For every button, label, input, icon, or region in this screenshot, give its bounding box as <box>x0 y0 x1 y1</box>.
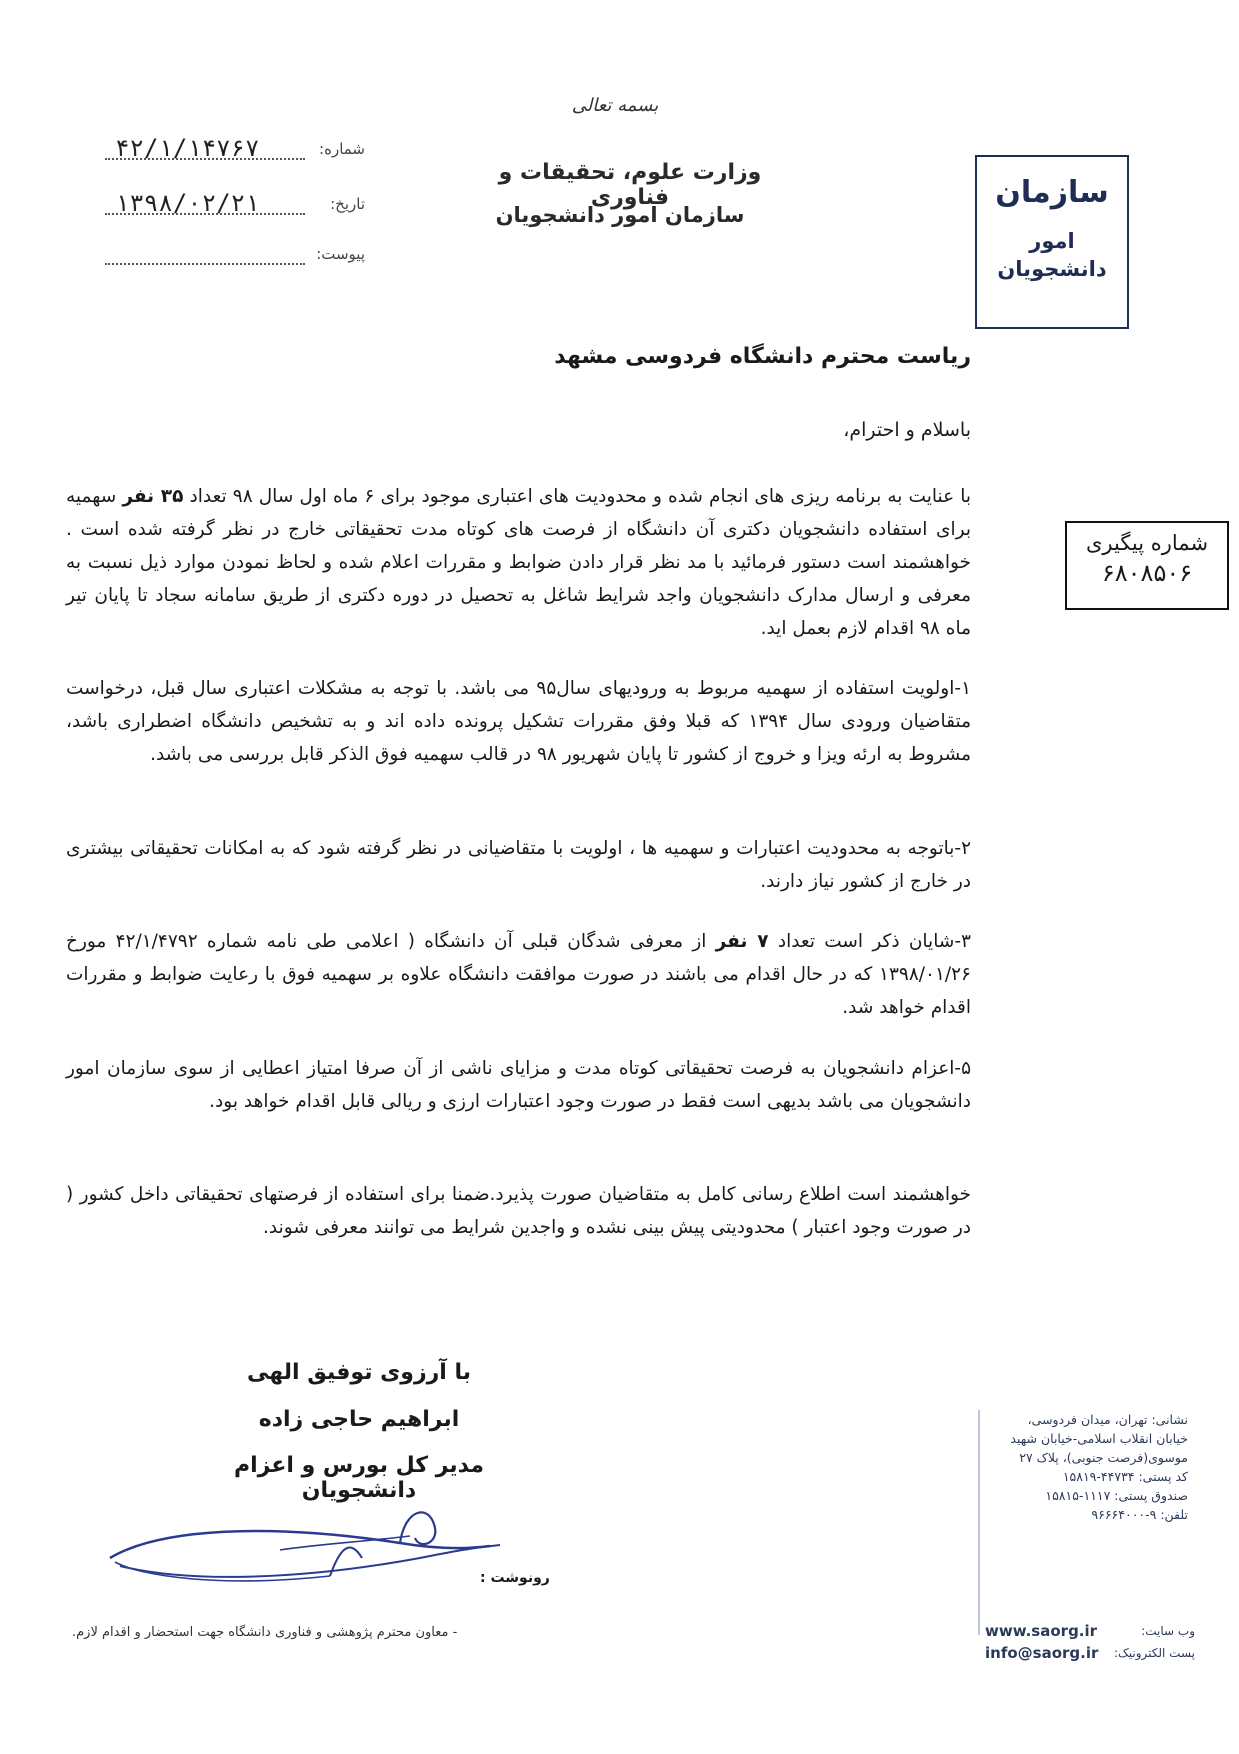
item-1-paragraph: ۱-اولویت استفاده از سهمیه مربوط به ورودیهای سال۹۵ می باشد. با توجه به مشکلات اعتباری سال قبل، درخواست متقاضیان ورودی سال ۱۳۹۴ که قبلا وفق مقررات تشکیل پرونده داده اند و به تشخیص دانشگاه اضطراری باشد، مشروط به ارئه ویزا و خروج از کشور تا پایان شهریور ۹۸ در قالب سهمیه فوق الذکر قابل بررسی می باشد. <box>66 678 971 765</box>
website-label: وب سایت: <box>1141 1624 1195 1638</box>
contact-web <box>985 1620 1195 1664</box>
cc-label: رونوشت : <box>480 1570 550 1586</box>
intro-text-start: با عنایت به برنامه ریزی های انجام شده و محدودیت های اعتباری موجود برای ۶ ماه اول سال ۹۸ تعداد <box>189 486 971 507</box>
intro-text-end: سهمیه برای استفاده دانشجویان دکتری آن دانشگاه از فرصت های کوتاه مدت تحقیقاتی خارج در نظر گرفته شده است . خواهشمند است دستور فرمائید با مد نظر قرار دادن ضوابط و مقررات اعلام شده و لحاظ نمودن موارد ذیل نسبت به معرفی و ارسال مدارک دانشجویان واجد شرایط شاغل به تحصیل در دوره دکتری از طریق سامانه سجاد تا پایان تیر ماه ۹۸ اقدام لازم بعمل اید. <box>66 486 971 639</box>
number-label: شماره: <box>319 140 365 158</box>
website-url[interactable]: www.saorg.ir <box>985 1622 1098 1640</box>
date-label: تاریخ: <box>330 195 365 213</box>
postal-code: کد پستی: ۴۴۷۳۴-۱۵۸۱۹ <box>1062 1469 1188 1484</box>
tracking-number-box <box>1065 521 1229 610</box>
tracking-number: ۶۸۰۸۵۰۶ <box>1101 559 1193 587</box>
signatory-name: ابراهیم حاجی زاده <box>258 1407 460 1432</box>
organization-name: سازمان امور دانشجویان <box>495 203 745 227</box>
greeting: باسلام و احترام، <box>843 419 971 441</box>
attachment-dotted-line <box>105 263 305 265</box>
handwritten-signature <box>100 1488 520 1608</box>
closing-wish: با آرزوی توفیق الهی <box>246 1360 472 1385</box>
intro-paragraph <box>66 480 971 645</box>
attachment-label: پیوست: <box>316 245 365 263</box>
attachment-row <box>105 245 365 275</box>
email-address[interactable]: info@saorg.ir <box>985 1644 1099 1662</box>
ministry-name: وزارت علوم، تحقیقات و فناوری <box>498 160 762 210</box>
letter-number: ۴۲/۱/۱۴۷۶۷ <box>115 134 260 162</box>
item-3-text-start: ۳-شایان ذکر است تعداد <box>777 931 971 952</box>
previous-nominees-count: ۷ نفر <box>715 931 769 952</box>
address-line: نشانی: تهران، میدان فردوسی، <box>1027 1412 1188 1427</box>
recipient-title: ریاست محترم دانشگاه فردوسی مشهد <box>554 344 971 369</box>
closing-paragraph: خواهشمند است اطلاع رسانی کامل به متقاضیان صورت پذیرد.ضمنا برای استفاده از فرصتهای تحقیقاتی داخل کشور ( در صورت وجود اعتبار ) محدودیتی پیش بینی نشده و واجدین شرایط می توانند معرفی شوند. <box>66 1184 971 1238</box>
address-line: خیابان انقلاب اسلامی-خیابان شهید <box>1010 1431 1188 1446</box>
contact-divider <box>978 1410 980 1635</box>
tracking-label: شماره پیگیری <box>1085 531 1209 555</box>
cc-recipient: - معاون محترم پژوهشی و فناوری دانشگاه جهت استحضار و اقدام لازم. <box>72 1625 458 1640</box>
phone: تلفن: ۹-۹۶۶۶۴۰۰۰ <box>1091 1507 1188 1522</box>
letter-number-row <box>105 134 365 170</box>
item-3-text-end: از معرفی شدگان قبلی آن دانشگاه ( اعلامی طی نامه شماره ۴۲/۱/۴۷۹۲ مورخ ۱۳۹۸/۰۱/۲۶ که در حال اقدام می باشند در صورت موافقت دانشگاه علاوه بر سهمیه فوق با رعایت ضوابط و مقررات اقدام خواهد شد. <box>66 931 971 1018</box>
logo-text-top: سازمان <box>995 175 1109 210</box>
organization-logo <box>975 155 1129 329</box>
address-line: موسوی(فرصت جنوبی)، پلاک ۲۷ <box>1019 1450 1188 1465</box>
po-box: صندوق پستی: ۱۱۱۷-۱۵۸۱۵ <box>1045 1488 1188 1503</box>
email-label: پست الکترونیک: <box>1113 1646 1195 1660</box>
signatory-title: مدیر کل بورس و اعزام دانشجویان <box>233 1453 484 1503</box>
item-5-paragraph: ۵-اعزام دانشجویان به فرصت تحقیقاتی کوتاه مدت و مزایای ناشی از آن صرفا امتیاز اعطایی از سوی سازمان امور دانشجویان می باشد بدیهی است فقط در صورت وجود اعتبارات ارزی و ریالی قابل اقدام خواهد بود. <box>66 1058 971 1112</box>
logo-text-bottom: امور دانشجویان <box>997 229 1107 281</box>
basmala: بسمه تعالی <box>571 95 659 116</box>
item-3-paragraph <box>66 925 971 1024</box>
letter-date: ۱۳۹۸/۰۲/۲۱ <box>115 189 260 217</box>
contact-address <box>988 1410 1188 1524</box>
letter-date-row <box>105 189 365 225</box>
item-2-paragraph: ۲-باتوجه به محدودیت اعتبارات و سهمیه ها ، اولویت با متقاضیانی در نظر گرفته شود که به امکانات تحقیقاتی بیشتری در خارج از کشور نیاز دارند. <box>66 838 971 892</box>
website-row <box>985 1620 1195 1642</box>
quota-count: ۳۵ نفر <box>122 486 184 507</box>
email-row <box>985 1642 1195 1664</box>
